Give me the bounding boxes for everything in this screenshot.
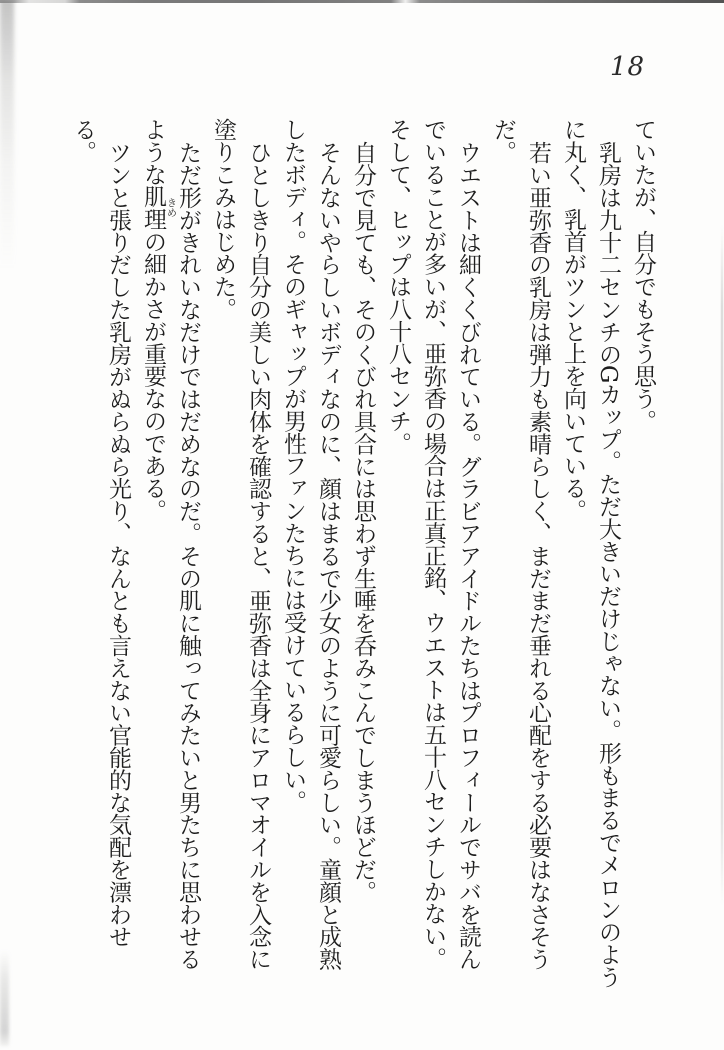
page-text xyxy=(65,118,660,990)
paragraph: ウエストは細くくびれている。グラビアアイドルたちはプロフィールでサバを読んでいることが多いが、亜弥香の場合は正真正銘、ウエストは五十八センチしかない。そして、ヒップは八十八センチ。 xyxy=(385,118,481,970)
ruby-furigana xyxy=(140,185,176,231)
scan-artifact-top-edge xyxy=(0,0,724,3)
paragraph: 自分で見ても、そのくびれ具合には思わず生唾を呑みこんでしまうほどだ。 xyxy=(350,141,376,903)
scan-artifact-left-smudge xyxy=(0,0,14,270)
paragraph: 若い亜弥香の乳房は弾力も素晴らしく、まだまだ垂れる心配をする必要はなさそうだ。 xyxy=(490,118,551,970)
paragraph: そんないやらしいボディなのに、顔はまるで少女のように可愛らしい。童顔と成熟したボディ。そのギャップが男性ファンたちには受けているらしい。 xyxy=(280,118,341,970)
ruby-text: きめ xyxy=(164,185,176,231)
ruby-base: 肌理 xyxy=(140,185,166,231)
scan-artifact-right-edge xyxy=(721,225,723,905)
paragraph: ていたが、自分でもそう思う。 xyxy=(630,118,656,432)
paragraph-text: の細かさが重要なのである。 xyxy=(140,230,166,522)
paragraph-text: ただ形がきれいなだけではだめなのだ。その肌に触ってみたいと男たちに思わせるような xyxy=(140,118,201,970)
paragraph xyxy=(135,118,205,990)
scan-artifact-left-bottom xyxy=(0,950,9,1046)
page-number: 18 xyxy=(610,52,646,82)
paragraph: ひとしきり自分の美しい肉体を確認すると、亜弥香は全身にアロマオイルを入念に塗りこみはじめた。 xyxy=(210,118,271,970)
paragraph: ツンと張りだした乳房がぬらぬら光り、なんとも言えない官能的な気配を漂わせる。 xyxy=(70,118,131,948)
paragraph: 乳房は九十二センチのGカップ。ただ大きいだけじゃない。形もまるでメロンのように丸く、乳首がツンと上を向いている。 xyxy=(560,118,621,988)
